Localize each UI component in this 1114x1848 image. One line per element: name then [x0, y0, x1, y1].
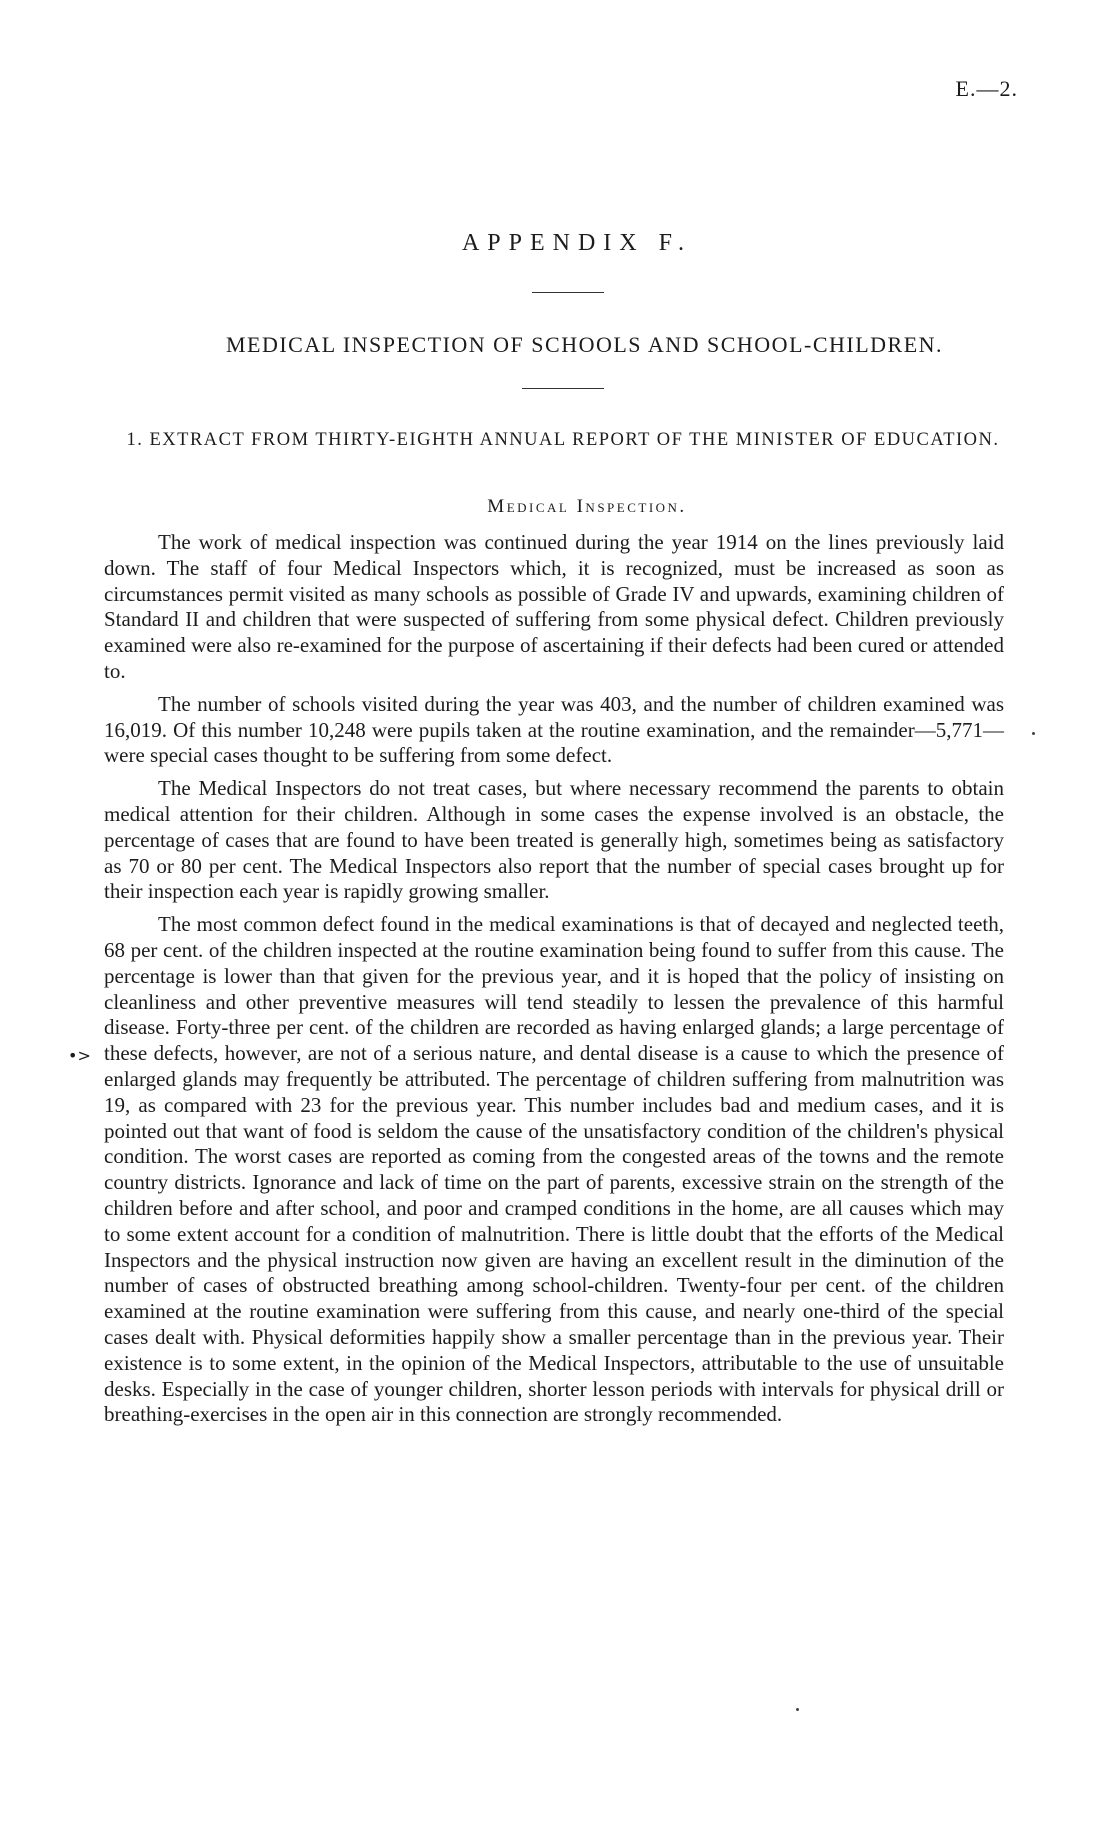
paragraph: The most common defect found in the medical examinations is that of decayed and neglected teeth, 68 per cent. of the children inspected at the routine examination being found to suffer from this cause. The percentage is lower than that given for the previous year, and it is hoped that the policy of insisting on cleanliness and other preventive measures will tend steadily to lessen the prevalence of this harmful disease. Forty-three per cent. of the children are recorded as having enlarged glands; a large percentage of these defects, however, are not of a serious nature, and dental disease is a cause to which the presence of enlarged glands may frequently be attributed. The percentage of children suffering from malnutrition was 19, as compared with 23 for the previous year. This number includes bad and medium cases, and it is pointed out that want of food is seldom the cause of the unsatisfactory condition of the children's physical condition. The worst cases are reported as coming from the congested areas of the towns and the remote country districts. Ignorance and lack of time on the part of parents, excessive strain on the strength of the children before and after school, and poor and cramped conditions in the home, are all causes which may to some extent account for a condition of malnutrition. There is little doubt that the efforts of the Medical Inspectors and the physical instruction now given are having an excellent result in the diminution of the number of cases of obstructed breathing among school-children. Twenty-four per cent. of the children examined at the routine examination were suffering from this cause, and nearly one-third of the special cases dealt with. Physical deformities happily show a smaller percentage than in the previous year. Their existence is to some extent, in the opinion of the Medical Inspectors, attributable to the use of unsuitable desks. Especially in the case of younger children, shorter lesson periods with intervals for physical drill or breathing-exercises in the open air in this connection are strongly recommended.	[104, 912, 1004, 1427]
main-title: MEDICAL INSPECTION OF SCHOOLS AND SCHOOL-CHILDREN.	[225, 332, 944, 357]
divider-rule	[522, 388, 604, 389]
section-heading: 1. EXTRACT FROM THIRTY-EIGHTH ANNUAL REPORT OF THE MINISTER OF EDUCATION.	[126, 430, 1000, 450]
page-reference: E.—2.	[955, 76, 1018, 101]
body-text	[104, 530, 1004, 1435]
sub-heading: Medical Inspection.	[487, 496, 687, 517]
paragraph: The number of schools visited during the year was 403, and the number of children examined was 16,019. Of this number 10,248 were pupils taken at the routine examination, and the remainder—5,771—were special cases thought to be suffering from some defect.	[104, 691, 1004, 768]
divider-rule	[532, 292, 604, 293]
paragraph: The Medical Inspectors do not treat cases, but where necessary recommend the parents to obtain medical attention for their children. Although in some cases the expense involved is an obstacle, the percentage of cases that are found to have been treated is generally high, sometimes being as satisfactory as 70 or 80 per cent. The Medical Inspectors also report that the number of special cases brought up for their inspection each year is rapidly growing smaller.	[104, 776, 1004, 904]
ink-speck	[1032, 732, 1035, 735]
appendix-title: APPENDIX F.	[461, 230, 693, 256]
margin-mark: •>	[68, 1046, 91, 1065]
paragraph: The work of medical inspection was continued during the year 1914 on the lines previously laid down. The staff of four Medical Inspectors which, it is recognized, must be increased as soon as circumstances permit visited as many schools as possible of Grade IV and upwards, examining children of Standard II and children that were suspected of suffering from some physical defect. Children previously examined were also re-examined for the purpose of ascertaining if their defects had been cured or attended to.	[104, 530, 1004, 683]
ink-speck	[796, 1708, 799, 1711]
